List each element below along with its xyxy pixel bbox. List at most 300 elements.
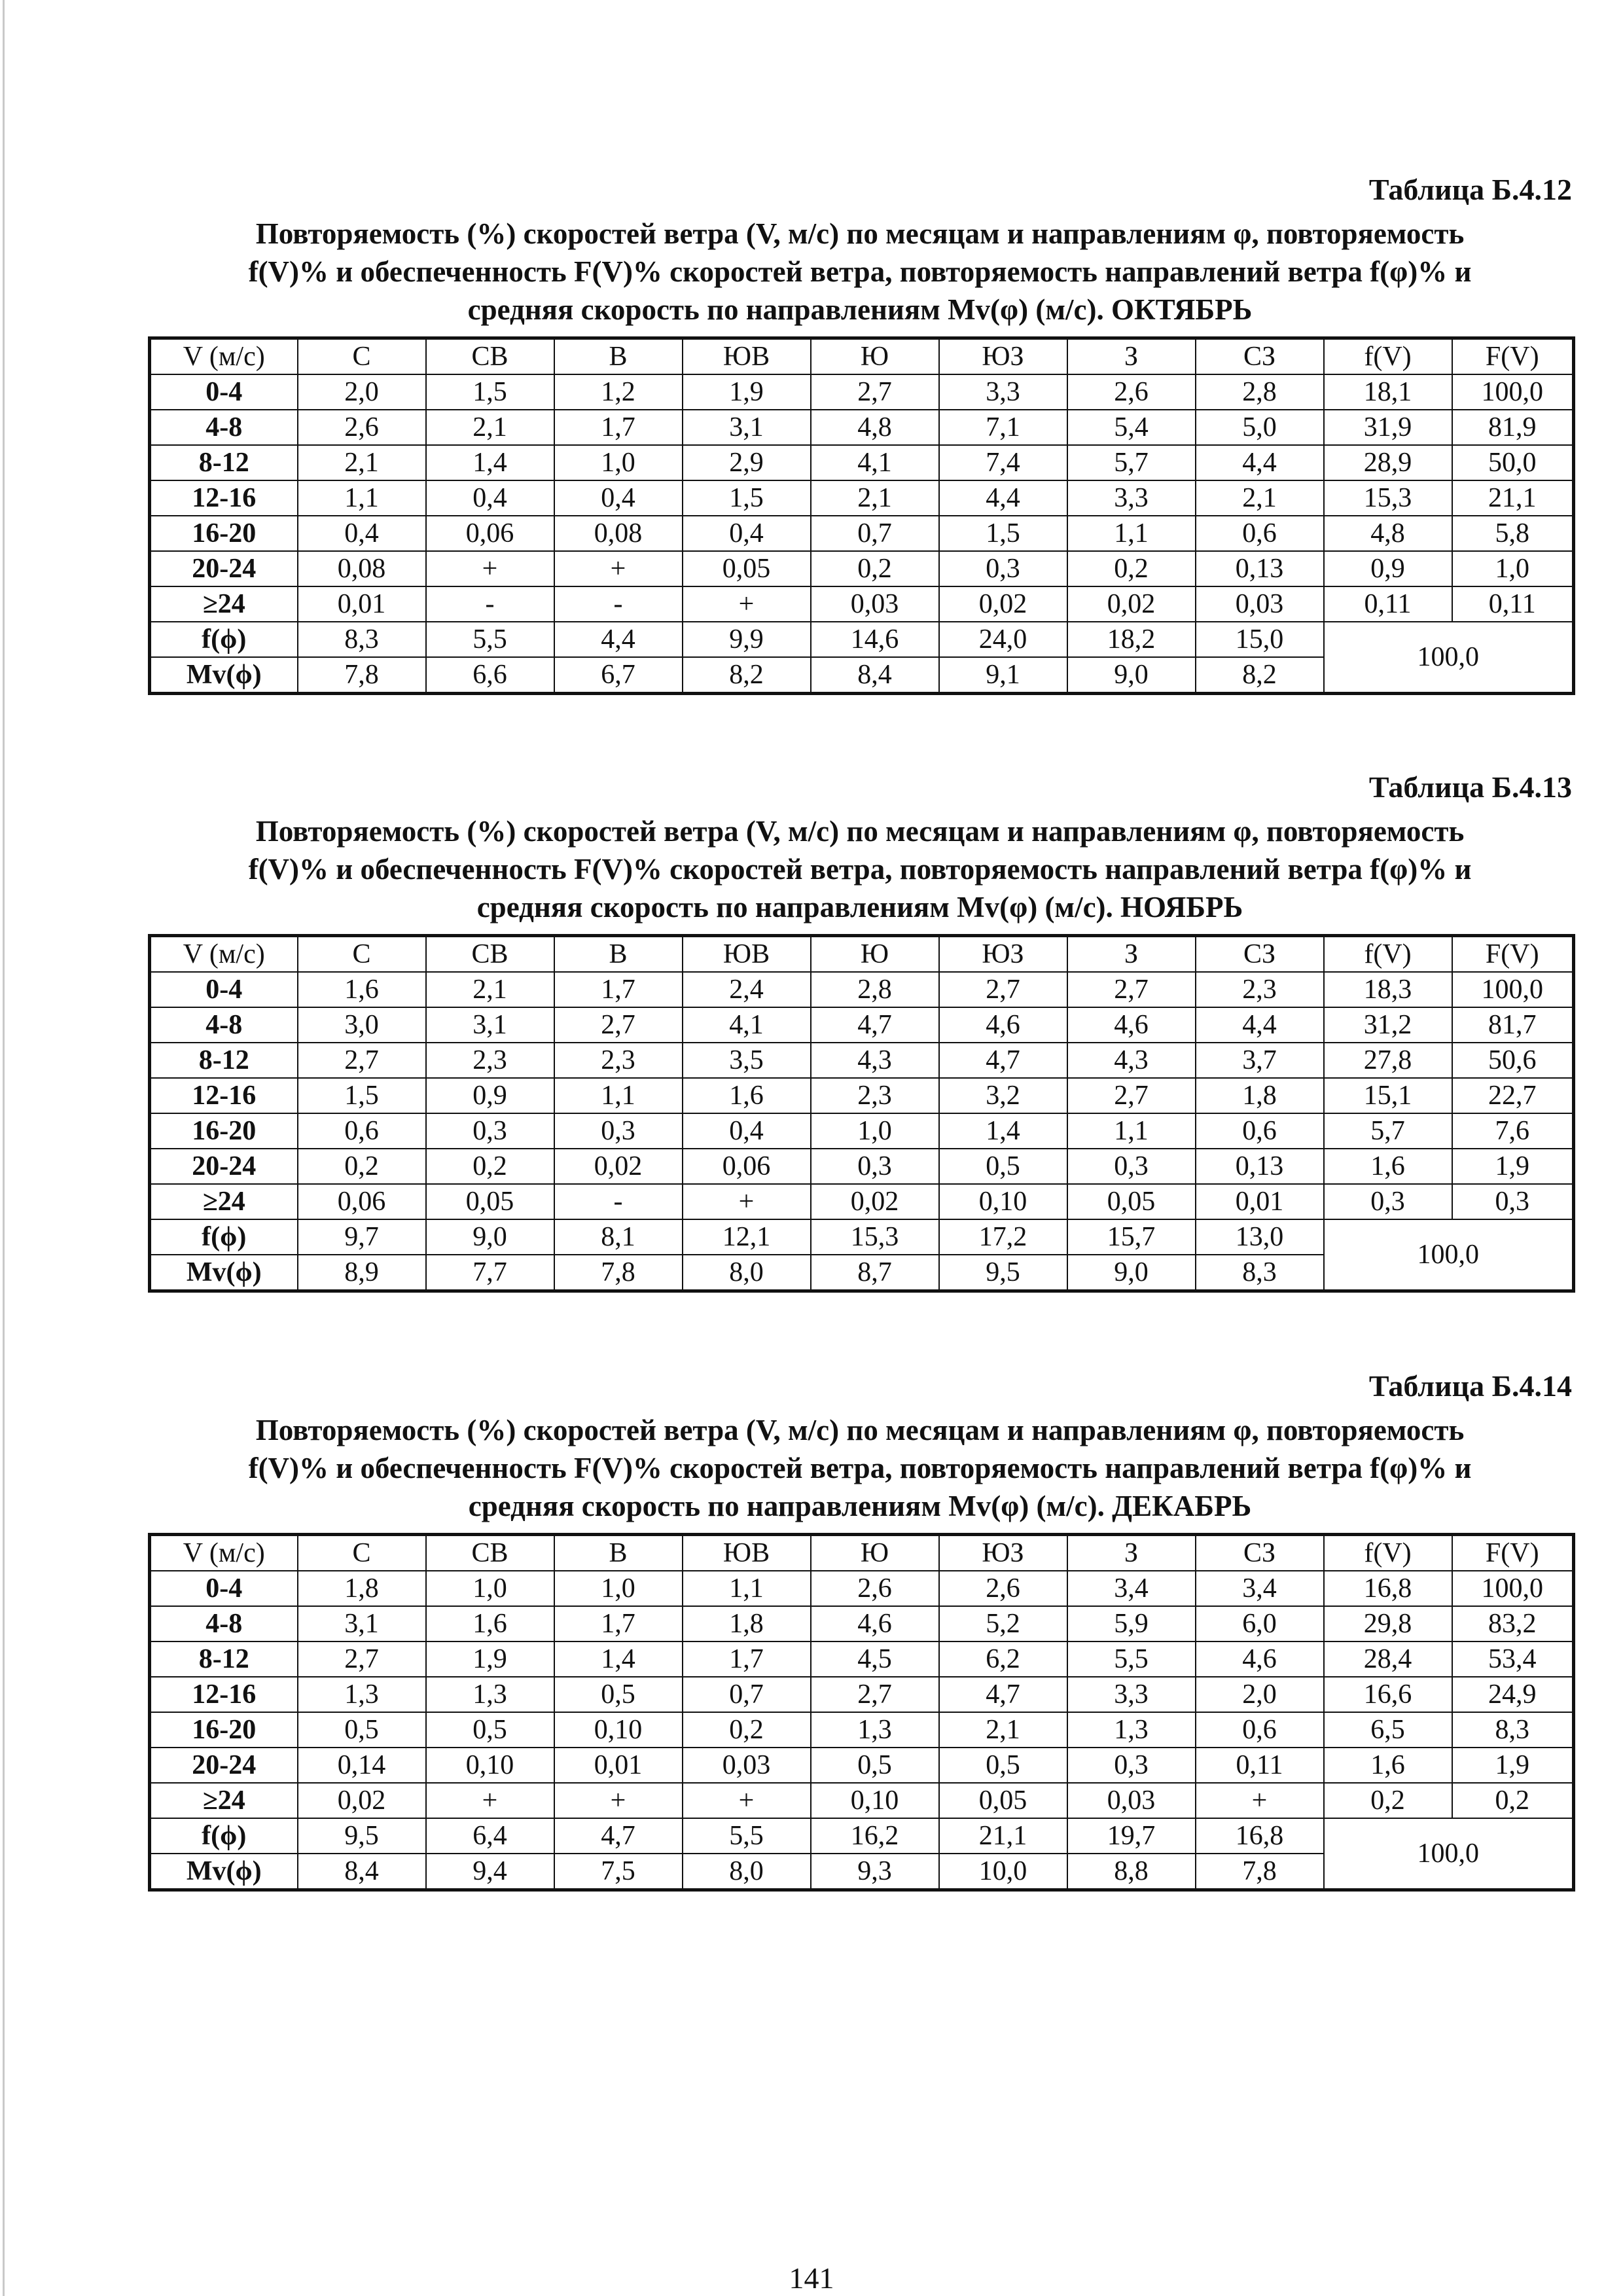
table-cell: 2,3 [811, 1078, 939, 1113]
table-cell: 4,1 [811, 445, 939, 480]
table-cell: 4,7 [939, 1677, 1067, 1712]
table-cell: 9,0 [1067, 657, 1196, 694]
table-cell: 1,1 [1067, 1113, 1196, 1149]
table-cell: 0,05 [1067, 1184, 1196, 1219]
table-number: Таблица Б.4.13 [1368, 770, 1572, 804]
table-cell: 1,4 [554, 1641, 683, 1677]
column-header: В [554, 338, 683, 375]
table-cell: 31,9 [1324, 410, 1452, 445]
speed-range-cell: 20-24 [150, 1149, 298, 1184]
table-cell: + [683, 586, 811, 622]
table-cell: 10,0 [939, 1854, 1067, 1890]
table-row [150, 1677, 1574, 1712]
table-cell: 0,3 [1452, 1184, 1574, 1219]
table-row [150, 1748, 1574, 1783]
header-row [150, 936, 1574, 973]
table-cell: 0,2 [298, 1149, 426, 1184]
table-cell: 0,01 [298, 586, 426, 622]
table-caption-line: f(V)% и обеспеченность F(V)% скоростей ветра, повторяемость направлений ветра f(φ)% и [248, 1452, 1472, 1484]
table-cell: 15,1 [1324, 1078, 1452, 1113]
table-block [148, 769, 1572, 1293]
table-cell: 2,1 [298, 445, 426, 480]
table-cell: 83,2 [1452, 1606, 1574, 1641]
column-header: F(V) [1452, 1535, 1574, 1571]
table-cell: 3,1 [298, 1606, 426, 1641]
table-cell: 29,8 [1324, 1606, 1452, 1641]
table-cell: 18,2 [1067, 622, 1196, 657]
table-row [150, 410, 1574, 445]
table-cell: 2,7 [298, 1641, 426, 1677]
f-phi-row [150, 1818, 1574, 1854]
table-cell: 2,7 [1067, 1078, 1196, 1113]
table-cell: 4,8 [811, 410, 939, 445]
table-cell: - [426, 586, 554, 622]
table-cell: 5,8 [1452, 516, 1574, 551]
table-cell: 2,6 [939, 1571, 1067, 1606]
table-row [150, 1641, 1574, 1677]
table-cell: 7,8 [554, 1255, 683, 1291]
table-cell: - [554, 586, 683, 622]
table-cell: 0,2 [1452, 1783, 1574, 1818]
table-cell: 28,9 [1324, 445, 1452, 480]
speed-range-cell: 20-24 [150, 551, 298, 586]
table-cell: 8,8 [1067, 1854, 1196, 1890]
table-cell: 7,5 [554, 1854, 683, 1890]
table-cell: 15,3 [1324, 480, 1452, 516]
table-cell: 0,4 [426, 480, 554, 516]
table-cell: 8,3 [298, 622, 426, 657]
table-cell: 31,2 [1324, 1007, 1452, 1043]
table-cell: 3,5 [683, 1043, 811, 1078]
speed-range-cell: 12-16 [150, 480, 298, 516]
table-cell: 2,1 [939, 1712, 1067, 1748]
table-cell: 15,3 [811, 1219, 939, 1255]
table-cell: 4,1 [683, 1007, 811, 1043]
table-row [150, 586, 1574, 622]
table-cell: 5,7 [1324, 1113, 1452, 1149]
table-cell: 0,4 [683, 516, 811, 551]
table-cell: 1,0 [554, 1571, 683, 1606]
table-cell: 14,6 [811, 622, 939, 657]
table-caption [148, 215, 1572, 329]
page-number: 141 [789, 2261, 834, 2295]
column-header: СЗ [1196, 1535, 1324, 1571]
mv-phi-label: Mv(ϕ) [150, 1255, 298, 1291]
table-cell: 0,05 [683, 551, 811, 586]
table-cell: 0,02 [1067, 586, 1196, 622]
table-number: Таблица Б.4.12 [1368, 173, 1572, 206]
table-cell: 5,5 [1067, 1641, 1196, 1677]
table-cell: 2,0 [1196, 1677, 1324, 1712]
table-cell: 0,03 [811, 586, 939, 622]
table-cell: 9,1 [939, 657, 1067, 694]
table-cell: 2,7 [811, 374, 939, 410]
speed-range-cell: 12-16 [150, 1078, 298, 1113]
column-header: f(V) [1324, 338, 1452, 375]
table-row [150, 1783, 1574, 1818]
table-block [148, 171, 1572, 695]
table-cell: 0,2 [426, 1149, 554, 1184]
table-cell: 3,0 [298, 1007, 426, 1043]
f-phi-row [150, 1219, 1574, 1255]
table-cell: + [554, 1783, 683, 1818]
table-cell: 3,2 [939, 1078, 1067, 1113]
table-cell: 0,02 [298, 1783, 426, 1818]
table-row [150, 516, 1574, 551]
table-cell: 4,8 [1324, 516, 1452, 551]
table-cell: 0,05 [426, 1184, 554, 1219]
table-cell: 8,7 [811, 1255, 939, 1291]
table-cell: 4,6 [1196, 1641, 1324, 1677]
scan-edge [3, 0, 5, 2296]
table-number: Таблица Б.4.14 [1368, 1369, 1572, 1403]
column-header: С [298, 338, 426, 375]
table-cell: 0,06 [683, 1149, 811, 1184]
table-cell: + [683, 1783, 811, 1818]
table-cell: 0,14 [298, 1748, 426, 1783]
table-cell: 1,0 [811, 1113, 939, 1149]
table-cell: 2,7 [1067, 972, 1196, 1007]
table-cell: 1,3 [426, 1677, 554, 1712]
column-header: ЮВ [683, 936, 811, 973]
table-cell: 9,3 [811, 1854, 939, 1890]
table-cell: 6,7 [554, 657, 683, 694]
table-cell: 12,1 [683, 1219, 811, 1255]
table-cell: + [1196, 1783, 1324, 1818]
table-cell: 0,2 [1067, 551, 1196, 586]
table-cell: 0,08 [298, 551, 426, 586]
table-cell: 0,13 [1196, 1149, 1324, 1184]
table-cell: 0,11 [1324, 586, 1452, 622]
table-block [148, 1368, 1572, 1892]
table-cell: 1,0 [1452, 551, 1574, 586]
table-cell: 2,3 [426, 1043, 554, 1078]
table-cell: 0,4 [298, 516, 426, 551]
table-cell: 1,3 [811, 1712, 939, 1748]
table-cell: 0,5 [554, 1677, 683, 1712]
table-cell: 24,9 [1452, 1677, 1574, 1712]
table-cell: 4,6 [811, 1606, 939, 1641]
table-cell: 1,1 [1067, 516, 1196, 551]
table-cell: 4,4 [1196, 1007, 1324, 1043]
table-cell: 2,3 [1196, 972, 1324, 1007]
table-row [150, 1043, 1574, 1078]
table-cell: 16,6 [1324, 1677, 1452, 1712]
column-header: СВ [426, 1535, 554, 1571]
table-cell: 4,6 [1067, 1007, 1196, 1043]
table-cell: 1,4 [939, 1113, 1067, 1149]
table-caption-line: f(V)% и обеспеченность F(V)% скоростей ветра, повторяемость направлений ветра f(φ)% и [248, 255, 1472, 288]
table-cell: 3,4 [1196, 1571, 1324, 1606]
table-cell: 13,0 [1196, 1219, 1324, 1255]
table-cell: 0,3 [1067, 1748, 1196, 1783]
speed-range-cell: ≥24 [150, 1184, 298, 1219]
table-cell: 0,3 [1067, 1149, 1196, 1184]
table-cell: 2,6 [298, 410, 426, 445]
table-cell: 4,3 [1067, 1043, 1196, 1078]
table-cell: 9,0 [1067, 1255, 1196, 1291]
table-cell: 0,2 [1324, 1783, 1452, 1818]
table-cell: 0,5 [811, 1748, 939, 1783]
table-cell: 1,1 [554, 1078, 683, 1113]
column-header: З [1067, 338, 1196, 375]
speed-range-cell: 4-8 [150, 1606, 298, 1641]
table-cell: 1,8 [1196, 1078, 1324, 1113]
column-header: СЗ [1196, 936, 1324, 973]
table-cell: 1,7 [554, 1606, 683, 1641]
wind-table [148, 1533, 1575, 1892]
speed-range-cell: ≥24 [150, 1783, 298, 1818]
table-cell: 100,0 [1452, 1571, 1574, 1606]
table-cell: 5,2 [939, 1606, 1067, 1641]
table-cell: 1,7 [554, 410, 683, 445]
table-caption-line: Повторяемость (%) скоростей ветра (V, м/с) по месяцам и направлениям φ, повторяемость [255, 217, 1465, 250]
table-cell: 0,3 [811, 1149, 939, 1184]
column-header: V (м/с) [150, 1535, 298, 1571]
table-cell: 2,3 [554, 1043, 683, 1078]
table-cell: 0,6 [1196, 1113, 1324, 1149]
table-cell: 8,4 [811, 657, 939, 694]
table-cell: 1,8 [298, 1571, 426, 1606]
table-cell: 8,0 [683, 1255, 811, 1291]
column-header: V (м/с) [150, 338, 298, 375]
column-header: f(V) [1324, 936, 1452, 973]
table-cell: 21,1 [939, 1818, 1067, 1854]
table-cell: 18,3 [1324, 972, 1452, 1007]
column-header: ЮЗ [939, 1535, 1067, 1571]
table-cell: 2,4 [683, 972, 811, 1007]
mv-phi-label: Mv(ϕ) [150, 1854, 298, 1890]
table-cell: 6,2 [939, 1641, 1067, 1677]
table-cell: 1,4 [426, 445, 554, 480]
table-row [150, 1184, 1574, 1219]
table-cell: 0,10 [554, 1712, 683, 1748]
table-cell: 1,6 [426, 1606, 554, 1641]
table-caption-line: средняя скорость по направлениям Mv(φ) (м/с). НОЯБРЬ [476, 891, 1243, 924]
column-header: ЮВ [683, 338, 811, 375]
table-cell: 16,8 [1324, 1571, 1452, 1606]
table-cell: 8,3 [1196, 1255, 1324, 1291]
table-row [150, 480, 1574, 516]
table-row [150, 1712, 1574, 1748]
table-cell: 7,8 [1196, 1854, 1324, 1890]
table-cell: 2,0 [298, 374, 426, 410]
table-caption-line: Повторяемость (%) скоростей ветра (V, м/с) по месяцам и направлениям φ, повторяемость [255, 1414, 1465, 1446]
wind-table [148, 934, 1575, 1293]
table-cell: 6,6 [426, 657, 554, 694]
table-cell: 3,4 [1067, 1571, 1196, 1606]
table-cell: 4,6 [939, 1007, 1067, 1043]
table-cell: 7,1 [939, 410, 1067, 445]
column-header: СВ [426, 936, 554, 973]
table-cell: 4,7 [554, 1818, 683, 1854]
speed-range-cell: 0-4 [150, 374, 298, 410]
table-cell: 1,5 [426, 374, 554, 410]
table-row [150, 374, 1574, 410]
table-cell: 8,2 [683, 657, 811, 694]
table-cell: 7,7 [426, 1255, 554, 1291]
f-phi-label: f(ϕ) [150, 1818, 298, 1854]
table-cell: 24,0 [939, 622, 1067, 657]
table-cell: 0,03 [683, 1748, 811, 1783]
table-cell: 2,1 [426, 972, 554, 1007]
table-cell: 1,7 [554, 972, 683, 1007]
table-cell: 8,0 [683, 1854, 811, 1890]
table-row [150, 972, 1574, 1007]
column-header: ЮЗ [939, 936, 1067, 973]
table-caption-line: средняя скорость по направлениям Mv(φ) (м/с). ОКТЯБРЬ [467, 293, 1253, 326]
column-header: В [554, 936, 683, 973]
table-cell: 100,0 [1452, 374, 1574, 410]
table-cell: 5,7 [1067, 445, 1196, 480]
table-cell: 4,7 [939, 1043, 1067, 1078]
table-cell: 1,6 [1324, 1149, 1452, 1184]
table-cell: 1,9 [1452, 1748, 1574, 1783]
table-cell: 7,8 [298, 657, 426, 694]
table-cell: 22,7 [1452, 1078, 1574, 1113]
table-cell: 4,4 [1196, 445, 1324, 480]
table-cell: 4,7 [811, 1007, 939, 1043]
table-cell: 3,3 [1067, 480, 1196, 516]
table-caption [148, 1411, 1572, 1525]
table-cell: 1,5 [298, 1078, 426, 1113]
table-cell: 1,5 [939, 516, 1067, 551]
table-cell: 0,2 [683, 1712, 811, 1748]
table-cell: 0,5 [939, 1149, 1067, 1184]
table-cell: 0,08 [554, 516, 683, 551]
table-cell: 1,9 [426, 1641, 554, 1677]
table-cell: 3,7 [1196, 1043, 1324, 1078]
mv-phi-label: Mv(ϕ) [150, 657, 298, 694]
table-cell: 0,5 [298, 1712, 426, 1748]
table-cell: 1,9 [683, 374, 811, 410]
table-cell: 1,1 [683, 1571, 811, 1606]
table-cell: + [554, 551, 683, 586]
table-cell: 0,7 [683, 1677, 811, 1712]
table-cell: 0,11 [1452, 586, 1574, 622]
table-cell: 7,6 [1452, 1113, 1574, 1149]
table-row [150, 1078, 1574, 1113]
table-cell: 4,4 [554, 622, 683, 657]
total-cell: 100,0 [1324, 622, 1574, 694]
table-cell: 0,05 [939, 1783, 1067, 1818]
speed-range-cell: 20-24 [150, 1748, 298, 1783]
table-cell: 0,11 [1196, 1748, 1324, 1783]
table-row [150, 1113, 1574, 1149]
f-phi-label: f(ϕ) [150, 1219, 298, 1255]
table-cell: 9,5 [298, 1818, 426, 1854]
speed-range-cell: 0-4 [150, 1571, 298, 1606]
table-cell: + [426, 1783, 554, 1818]
table-cell: 4,3 [811, 1043, 939, 1078]
table-cell: 5,4 [1067, 410, 1196, 445]
table-cell: 0,6 [1196, 516, 1324, 551]
speed-range-cell: 8-12 [150, 445, 298, 480]
table-row [150, 1149, 1574, 1184]
table-cell: 1,7 [683, 1641, 811, 1677]
table-cell: 50,6 [1452, 1043, 1574, 1078]
speed-range-cell: 16-20 [150, 1712, 298, 1748]
table-cell: - [554, 1184, 683, 1219]
table-cell: 5,9 [1067, 1606, 1196, 1641]
column-header: F(V) [1452, 338, 1574, 375]
f-phi-row [150, 622, 1574, 657]
column-header: Ю [811, 1535, 939, 1571]
table-cell: 9,9 [683, 622, 811, 657]
table-cell: 0,13 [1196, 551, 1324, 586]
table-row [150, 551, 1574, 586]
table-cell: 1,3 [298, 1677, 426, 1712]
table-cell: 15,7 [1067, 1219, 1196, 1255]
table-cell: 1,2 [554, 374, 683, 410]
table-cell: 2,1 [1196, 480, 1324, 516]
speed-range-cell: 4-8 [150, 410, 298, 445]
speed-range-cell: 8-12 [150, 1043, 298, 1078]
table-cell: 21,1 [1452, 480, 1574, 516]
table-cell: 0,01 [1196, 1184, 1324, 1219]
table-cell: 2,8 [811, 972, 939, 1007]
table-row [150, 1007, 1574, 1043]
table-cell: 0,3 [554, 1113, 683, 1149]
table-cell: 0,6 [298, 1113, 426, 1149]
table-cell: 6,5 [1324, 1712, 1452, 1748]
table-cell: 15,0 [1196, 622, 1324, 657]
table-cell: 1,6 [683, 1078, 811, 1113]
column-header: С [298, 1535, 426, 1571]
table-cell: 1,3 [1067, 1712, 1196, 1748]
table-cell: 16,8 [1196, 1818, 1324, 1854]
table-cell: 0,4 [683, 1113, 811, 1149]
table-cell: 2,6 [811, 1571, 939, 1606]
speed-range-cell: 16-20 [150, 1113, 298, 1149]
table-cell: 0,02 [554, 1149, 683, 1184]
speed-range-cell: 8-12 [150, 1641, 298, 1677]
table-cell: 0,02 [939, 586, 1067, 622]
table-cell: 1,6 [1324, 1748, 1452, 1783]
table-cell: 5,5 [683, 1818, 811, 1854]
table-cell: 16,2 [811, 1818, 939, 1854]
table-cell: 0,2 [811, 551, 939, 586]
table-cell: 5,5 [426, 622, 554, 657]
table-cell: 2,1 [426, 410, 554, 445]
table-caption-line: средняя скорость по направлениям Mv(φ) (м/с). ДЕКАБРЬ [468, 1490, 1252, 1522]
speed-range-cell: 12-16 [150, 1677, 298, 1712]
column-header: СЗ [1196, 338, 1324, 375]
table-cell: 0,01 [554, 1748, 683, 1783]
table-cell: 1,0 [426, 1571, 554, 1606]
table-cell: 28,4 [1324, 1641, 1452, 1677]
table-cell: 0,03 [1067, 1783, 1196, 1818]
table-cell: 3,3 [939, 374, 1067, 410]
table-cell: 17,2 [939, 1219, 1067, 1255]
speed-range-cell: 0-4 [150, 972, 298, 1007]
table-cell: 0,02 [811, 1184, 939, 1219]
table-cell: 0,4 [554, 480, 683, 516]
table-cell: 9,7 [298, 1219, 426, 1255]
table-cell: 27,8 [1324, 1043, 1452, 1078]
speed-range-cell: 16-20 [150, 516, 298, 551]
column-header: СВ [426, 338, 554, 375]
wind-table [148, 336, 1575, 695]
table-cell: 8,1 [554, 1219, 683, 1255]
table-cell: 2,1 [811, 480, 939, 516]
table-cell: 81,7 [1452, 1007, 1574, 1043]
column-header: Ю [811, 936, 939, 973]
table-cell: 6,0 [1196, 1606, 1324, 1641]
table-cell: 1,1 [298, 480, 426, 516]
table-cell: 1,8 [683, 1606, 811, 1641]
table-cell: 9,5 [939, 1255, 1067, 1291]
